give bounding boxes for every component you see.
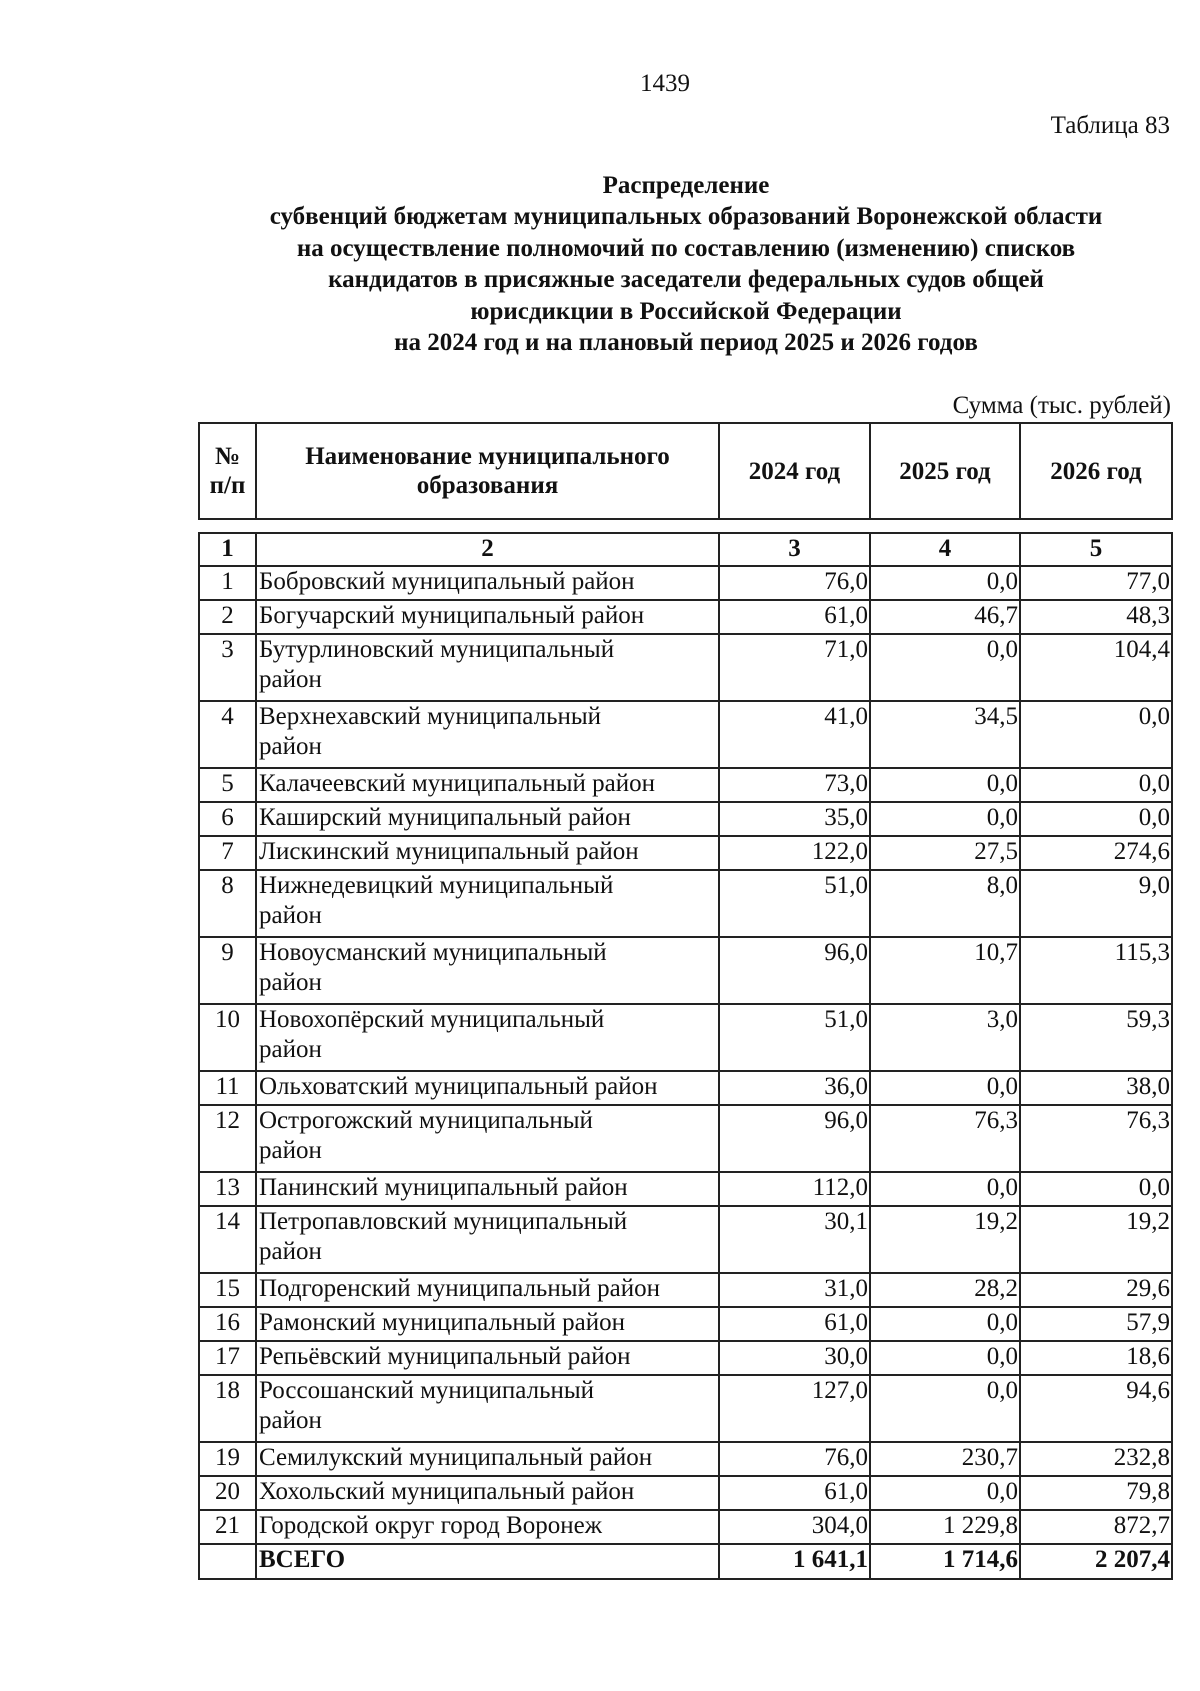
value-2024 (719, 600, 870, 634)
value-2026-text: 38,0 (1126, 1072, 1170, 1100)
row-number-text: 10 (215, 1005, 240, 1033)
value-2026-text: 0,0 (1138, 803, 1170, 831)
row-name-text: район (259, 733, 322, 760)
value-2024 (719, 1004, 870, 1071)
table-row (199, 768, 1172, 802)
value-2024 (719, 1071, 870, 1105)
row-name-text: Петропавловский муниципальный (259, 1207, 628, 1235)
value-2026 (1020, 802, 1172, 836)
header-row (199, 423, 1172, 519)
table-label: Таблица 83 (1050, 112, 1170, 139)
row-number (199, 937, 256, 1004)
value-2025-text: 3,0 (986, 1005, 1018, 1033)
row-number (199, 1172, 256, 1206)
value-2024-text: 96,0 (824, 1106, 868, 1134)
row-name-text: район (259, 1137, 322, 1164)
value-2025-text: 27,5 (974, 837, 1018, 865)
row-name (256, 1442, 719, 1476)
row-number (199, 802, 256, 836)
value-2026 (1020, 1004, 1172, 1071)
value-2025 (870, 1273, 1020, 1307)
value-2024-text: 30,0 (824, 1342, 868, 1370)
value-2026-text: 232,8 (1113, 1443, 1170, 1471)
table-row (199, 870, 1172, 937)
row-number-text: 9 (221, 938, 234, 966)
total-number (199, 1544, 256, 1579)
table-row (199, 1172, 1172, 1206)
table-row (199, 1206, 1172, 1273)
value-2025-text: 0,0 (986, 1376, 1018, 1404)
row-name-text: район (259, 1407, 322, 1434)
row-number-text: 5 (221, 769, 234, 797)
row-name-text: Бобровский муниципальный район (259, 567, 635, 595)
row-name (256, 1307, 719, 1341)
row-name (256, 937, 719, 1004)
value-2025 (870, 836, 1020, 870)
row-number (199, 836, 256, 870)
row-number-text: 3 (221, 635, 234, 663)
title-line: на 2024 год и на плановый период 2025 и 2026 годов (394, 329, 978, 357)
row-number-text: 4 (221, 702, 234, 730)
row-name (256, 1105, 719, 1172)
row-number-text: 8 (221, 871, 234, 899)
value-2026 (1020, 1172, 1172, 1206)
value-2025-text: 0,0 (986, 1308, 1018, 1336)
row-name (256, 1206, 719, 1273)
value-2025-text: 1 229,8 (943, 1511, 1018, 1539)
value-2026 (1020, 600, 1172, 634)
value-2024 (719, 768, 870, 802)
value-2025 (870, 1442, 1020, 1476)
value-2025 (870, 870, 1020, 937)
row-number (199, 1105, 256, 1172)
value-2026-text: 115,3 (1114, 938, 1170, 966)
row-number (199, 870, 256, 937)
value-2024-text: 61,0 (824, 1308, 868, 1336)
value-2026-text: 57,9 (1126, 1308, 1170, 1336)
value-2024-text: 76,0 (824, 1443, 868, 1471)
table-row (199, 937, 1172, 1004)
value-2026-text: 19,2 (1126, 1207, 1170, 1235)
value-2025-text: 230,7 (961, 1443, 1018, 1471)
row-name-text: Калачеевский муниципальный район (259, 769, 655, 797)
title-line: субвенций бюджетам муниципальных образований Воронежской области (269, 203, 1103, 231)
value-2025-text: 0,0 (986, 635, 1018, 663)
value-2024-text: 71,0 (824, 635, 868, 663)
table-header (198, 422, 1173, 520)
header-2026: 2026 год (1020, 423, 1172, 519)
value-2024-text: 35,0 (824, 803, 868, 831)
value-2025 (870, 600, 1020, 634)
value-2024 (719, 1442, 870, 1476)
value-2025 (870, 701, 1020, 768)
row-name-text: Рамонский муниципальный район (259, 1308, 626, 1336)
row-name-text: район (259, 666, 322, 693)
row-name (256, 1341, 719, 1375)
total-2026: 2 207,4 (1020, 1544, 1172, 1579)
row-name (256, 701, 719, 768)
value-2026-text: 872,7 (1113, 1511, 1170, 1539)
row-name-text: Новохопёрский муниципальный (259, 1005, 605, 1033)
value-2024 (719, 870, 870, 937)
total-2025: 1 714,6 (870, 1544, 1020, 1579)
row-number-text: 6 (221, 803, 234, 831)
value-2025-text: 46,7 (974, 601, 1018, 629)
value-2024-text: 36,0 (824, 1072, 868, 1100)
value-2024 (719, 566, 870, 600)
row-number (199, 1476, 256, 1510)
table-row (199, 1341, 1172, 1375)
header-2025: 2025 год (870, 423, 1020, 519)
row-number (199, 1510, 256, 1544)
value-2024-text: 122,0 (811, 837, 868, 865)
value-2025-text: 0,0 (986, 1342, 1018, 1370)
row-name (256, 600, 719, 634)
value-2025-text: 19,2 (974, 1207, 1018, 1235)
value-2025 (870, 634, 1020, 701)
title-line: юрисдикции в Российской Федерации (470, 297, 902, 325)
value-2025 (870, 1071, 1020, 1105)
column-number: 3 (719, 533, 870, 566)
row-number (199, 1442, 256, 1476)
row-number-text: 13 (215, 1173, 240, 1201)
row-number-text: 12 (215, 1106, 240, 1134)
value-2024 (719, 701, 870, 768)
value-2024-text: 61,0 (824, 1477, 868, 1505)
table-row (199, 634, 1172, 701)
row-name-text: Острогожский муниципальный (259, 1106, 593, 1134)
value-2024-text: 96,0 (824, 938, 868, 966)
value-2024 (719, 1510, 870, 1544)
row-number-text: 2 (221, 601, 234, 629)
row-number (199, 701, 256, 768)
table-row (199, 566, 1172, 600)
title-line: Распределение (602, 172, 770, 199)
value-2024 (719, 1476, 870, 1510)
row-name-text: Каширский муниципальный район (259, 803, 631, 831)
value-2025 (870, 1476, 1020, 1510)
row-name (256, 768, 719, 802)
value-2026-text: 104,4 (1113, 635, 1170, 663)
value-2026 (1020, 870, 1172, 937)
value-2026-text: 0,0 (1138, 769, 1170, 797)
value-2026 (1020, 836, 1172, 870)
value-2025-text: 0,0 (986, 769, 1018, 797)
value-2026-text: 48,3 (1126, 601, 1170, 629)
value-2025 (870, 1341, 1020, 1375)
value-2026-text: 18,6 (1126, 1342, 1170, 1370)
table-row (199, 1273, 1172, 1307)
column-number: 5 (1020, 533, 1172, 566)
table-row (199, 1442, 1172, 1476)
value-2024-text: 73,0 (824, 769, 868, 797)
data-table (198, 532, 1173, 1580)
row-name-text: район (259, 902, 322, 929)
row-number (199, 1375, 256, 1442)
value-2026 (1020, 1442, 1172, 1476)
row-name (256, 566, 719, 600)
value-2025-text: 0,0 (986, 1477, 1018, 1505)
value-2024-text: 76,0 (824, 567, 868, 595)
table-row (199, 1375, 1172, 1442)
value-2024 (719, 937, 870, 1004)
row-name-text: Нижнедевицкий муниципальный (259, 871, 614, 899)
value-2025-text: 0,0 (986, 803, 1018, 831)
value-2025-text: 0,0 (986, 567, 1018, 595)
table-row (199, 701, 1172, 768)
value-2025-text: 0,0 (986, 1072, 1018, 1100)
title-line: на осуществление полномочий по составлению (изменению) списков (296, 234, 1076, 262)
value-2026 (1020, 566, 1172, 600)
row-name-text: Богучарский муниципальный район (259, 601, 645, 629)
value-2026 (1020, 1206, 1172, 1273)
row-number-text: 17 (215, 1342, 240, 1370)
value-2026-text: 0,0 (1138, 1173, 1170, 1201)
row-name (256, 1510, 719, 1544)
table-row (199, 802, 1172, 836)
row-name (256, 1004, 719, 1071)
value-2025 (870, 566, 1020, 600)
value-2025-text: 76,3 (974, 1106, 1018, 1134)
value-2026 (1020, 768, 1172, 802)
table-row (199, 1004, 1172, 1071)
row-number (199, 1341, 256, 1375)
row-number (199, 1004, 256, 1071)
value-2024-text: 31,0 (824, 1274, 868, 1302)
value-2025-text: 34,5 (974, 702, 1018, 730)
row-name-text: Бутурлиновский муниципальный (259, 635, 615, 663)
row-number-text: 7 (221, 837, 234, 865)
value-2024-text: 41,0 (824, 702, 868, 730)
row-number (199, 566, 256, 600)
row-number (199, 1273, 256, 1307)
row-name-text: Подгоренский муниципальный район (259, 1274, 660, 1302)
page-number: 1439 (640, 70, 690, 97)
table-row (199, 836, 1172, 870)
value-2025 (870, 1510, 1020, 1544)
value-2026-text: 79,8 (1126, 1477, 1170, 1505)
value-2024 (719, 1273, 870, 1307)
value-2025 (870, 1206, 1020, 1273)
row-name (256, 802, 719, 836)
units-caption: Сумма (тыс. рублей) (952, 392, 1171, 419)
value-2025 (870, 1307, 1020, 1341)
column-number: 1 (199, 533, 256, 566)
value-2024-text: 51,0 (824, 1005, 868, 1033)
row-number-text: 11 (215, 1072, 240, 1100)
row-name-text: район (259, 1238, 322, 1265)
value-2026 (1020, 1307, 1172, 1341)
row-number-text: 20 (215, 1477, 240, 1505)
value-2026-text: 94,6 (1126, 1376, 1170, 1404)
value-2026-text: 9,0 (1138, 871, 1170, 899)
table-row (199, 600, 1172, 634)
row-name-text: район (259, 1036, 322, 1063)
value-2026 (1020, 701, 1172, 768)
value-2024-text: 51,0 (824, 871, 868, 899)
table-row (199, 1307, 1172, 1341)
row-name (256, 634, 719, 701)
row-name-text: Семилукский муниципальный район (259, 1443, 653, 1471)
value-2025 (870, 1004, 1020, 1071)
value-2024-text: 304,0 (811, 1511, 868, 1539)
value-2026 (1020, 1375, 1172, 1442)
value-2026 (1020, 937, 1172, 1004)
column-number: 4 (870, 533, 1020, 566)
value-2025 (870, 1105, 1020, 1172)
total-label: ВСЕГО (256, 1544, 719, 1579)
column-number: 2 (256, 533, 719, 566)
value-2024 (719, 1375, 870, 1442)
total-row (199, 1544, 1172, 1579)
value-2025 (870, 768, 1020, 802)
row-number (199, 768, 256, 802)
value-2024 (719, 1172, 870, 1206)
value-2026 (1020, 1476, 1172, 1510)
row-number (199, 600, 256, 634)
row-number-text: 18 (215, 1376, 240, 1404)
header-2024: 2024 год (719, 423, 870, 519)
value-2024 (719, 1341, 870, 1375)
value-2026 (1020, 1273, 1172, 1307)
value-2026 (1020, 1510, 1172, 1544)
value-2026-text: 274,6 (1113, 837, 1170, 865)
row-number-text: 14 (215, 1207, 240, 1235)
value-2026 (1020, 1341, 1172, 1375)
value-2026-text: 76,3 (1126, 1106, 1170, 1134)
value-2026-text: 0,0 (1138, 702, 1170, 730)
row-number-text: 21 (215, 1511, 240, 1539)
column-number-row (199, 533, 1172, 566)
value-2024 (719, 1206, 870, 1273)
row-name (256, 836, 719, 870)
row-name-text: Панинский муниципальный район (259, 1173, 628, 1201)
value-2024 (719, 1105, 870, 1172)
value-2024 (719, 836, 870, 870)
header-number: № п/п (199, 423, 256, 519)
row-name-text: Россошанский муниципальный (259, 1376, 595, 1404)
value-2024-text: 30,1 (824, 1207, 868, 1235)
value-2026 (1020, 1071, 1172, 1105)
value-2024 (719, 802, 870, 836)
table-row (199, 1105, 1172, 1172)
row-number-text: 15 (215, 1274, 240, 1302)
value-2026-text: 29,6 (1126, 1274, 1170, 1302)
row-name (256, 1071, 719, 1105)
row-name (256, 1273, 719, 1307)
table-row (199, 1510, 1172, 1544)
value-2025 (870, 1172, 1020, 1206)
value-2024-text: 127,0 (811, 1376, 868, 1404)
total-2024: 1 641,1 (719, 1544, 870, 1579)
row-name-text: Новоусманский муниципальный (259, 938, 607, 966)
row-number-text: 19 (215, 1443, 240, 1471)
value-2026 (1020, 1105, 1172, 1172)
row-name-text: Лискинский муниципальный район (259, 837, 639, 865)
row-name (256, 1375, 719, 1442)
row-number-text: 1 (221, 567, 234, 595)
row-name (256, 1172, 719, 1206)
row-name (256, 870, 719, 937)
value-2024-text: 112,0 (812, 1173, 868, 1201)
value-2026-text: 77,0 (1126, 567, 1170, 595)
row-number (199, 1307, 256, 1341)
value-2025-text: 28,2 (974, 1274, 1018, 1302)
row-number (199, 634, 256, 701)
row-name-text: Городской округ город Воронеж (259, 1511, 602, 1539)
table-row (199, 1071, 1172, 1105)
row-name-text: Репьёвский муниципальный район (259, 1342, 631, 1370)
row-name (256, 1476, 719, 1510)
row-name-text: Верхнехавский муниципальный (259, 702, 602, 730)
row-number (199, 1206, 256, 1273)
value-2026 (1020, 634, 1172, 701)
row-name-text: Ольховатский муниципальный район (259, 1072, 658, 1100)
value-2024 (719, 1307, 870, 1341)
value-2025-text: 8,0 (986, 871, 1018, 899)
value-2024-text: 61,0 (824, 601, 868, 629)
value-2025-text: 0,0 (986, 1173, 1018, 1201)
value-2025 (870, 937, 1020, 1004)
value-2026-text: 59,3 (1126, 1005, 1170, 1033)
title-line: кандидатов в присяжные заседатели федеральных судов общей (328, 266, 1044, 294)
table-row (199, 1476, 1172, 1510)
value-2025-text: 10,7 (974, 938, 1018, 966)
row-number-text: 16 (215, 1308, 240, 1336)
row-number (199, 1071, 256, 1105)
row-name-text: Хохольский муниципальный район (259, 1477, 635, 1505)
value-2025 (870, 802, 1020, 836)
document-title (198, 170, 1174, 358)
row-name-text: район (259, 969, 322, 996)
header-name: Наименование муниципального образования (256, 423, 719, 519)
value-2025 (870, 1375, 1020, 1442)
value-2024 (719, 634, 870, 701)
